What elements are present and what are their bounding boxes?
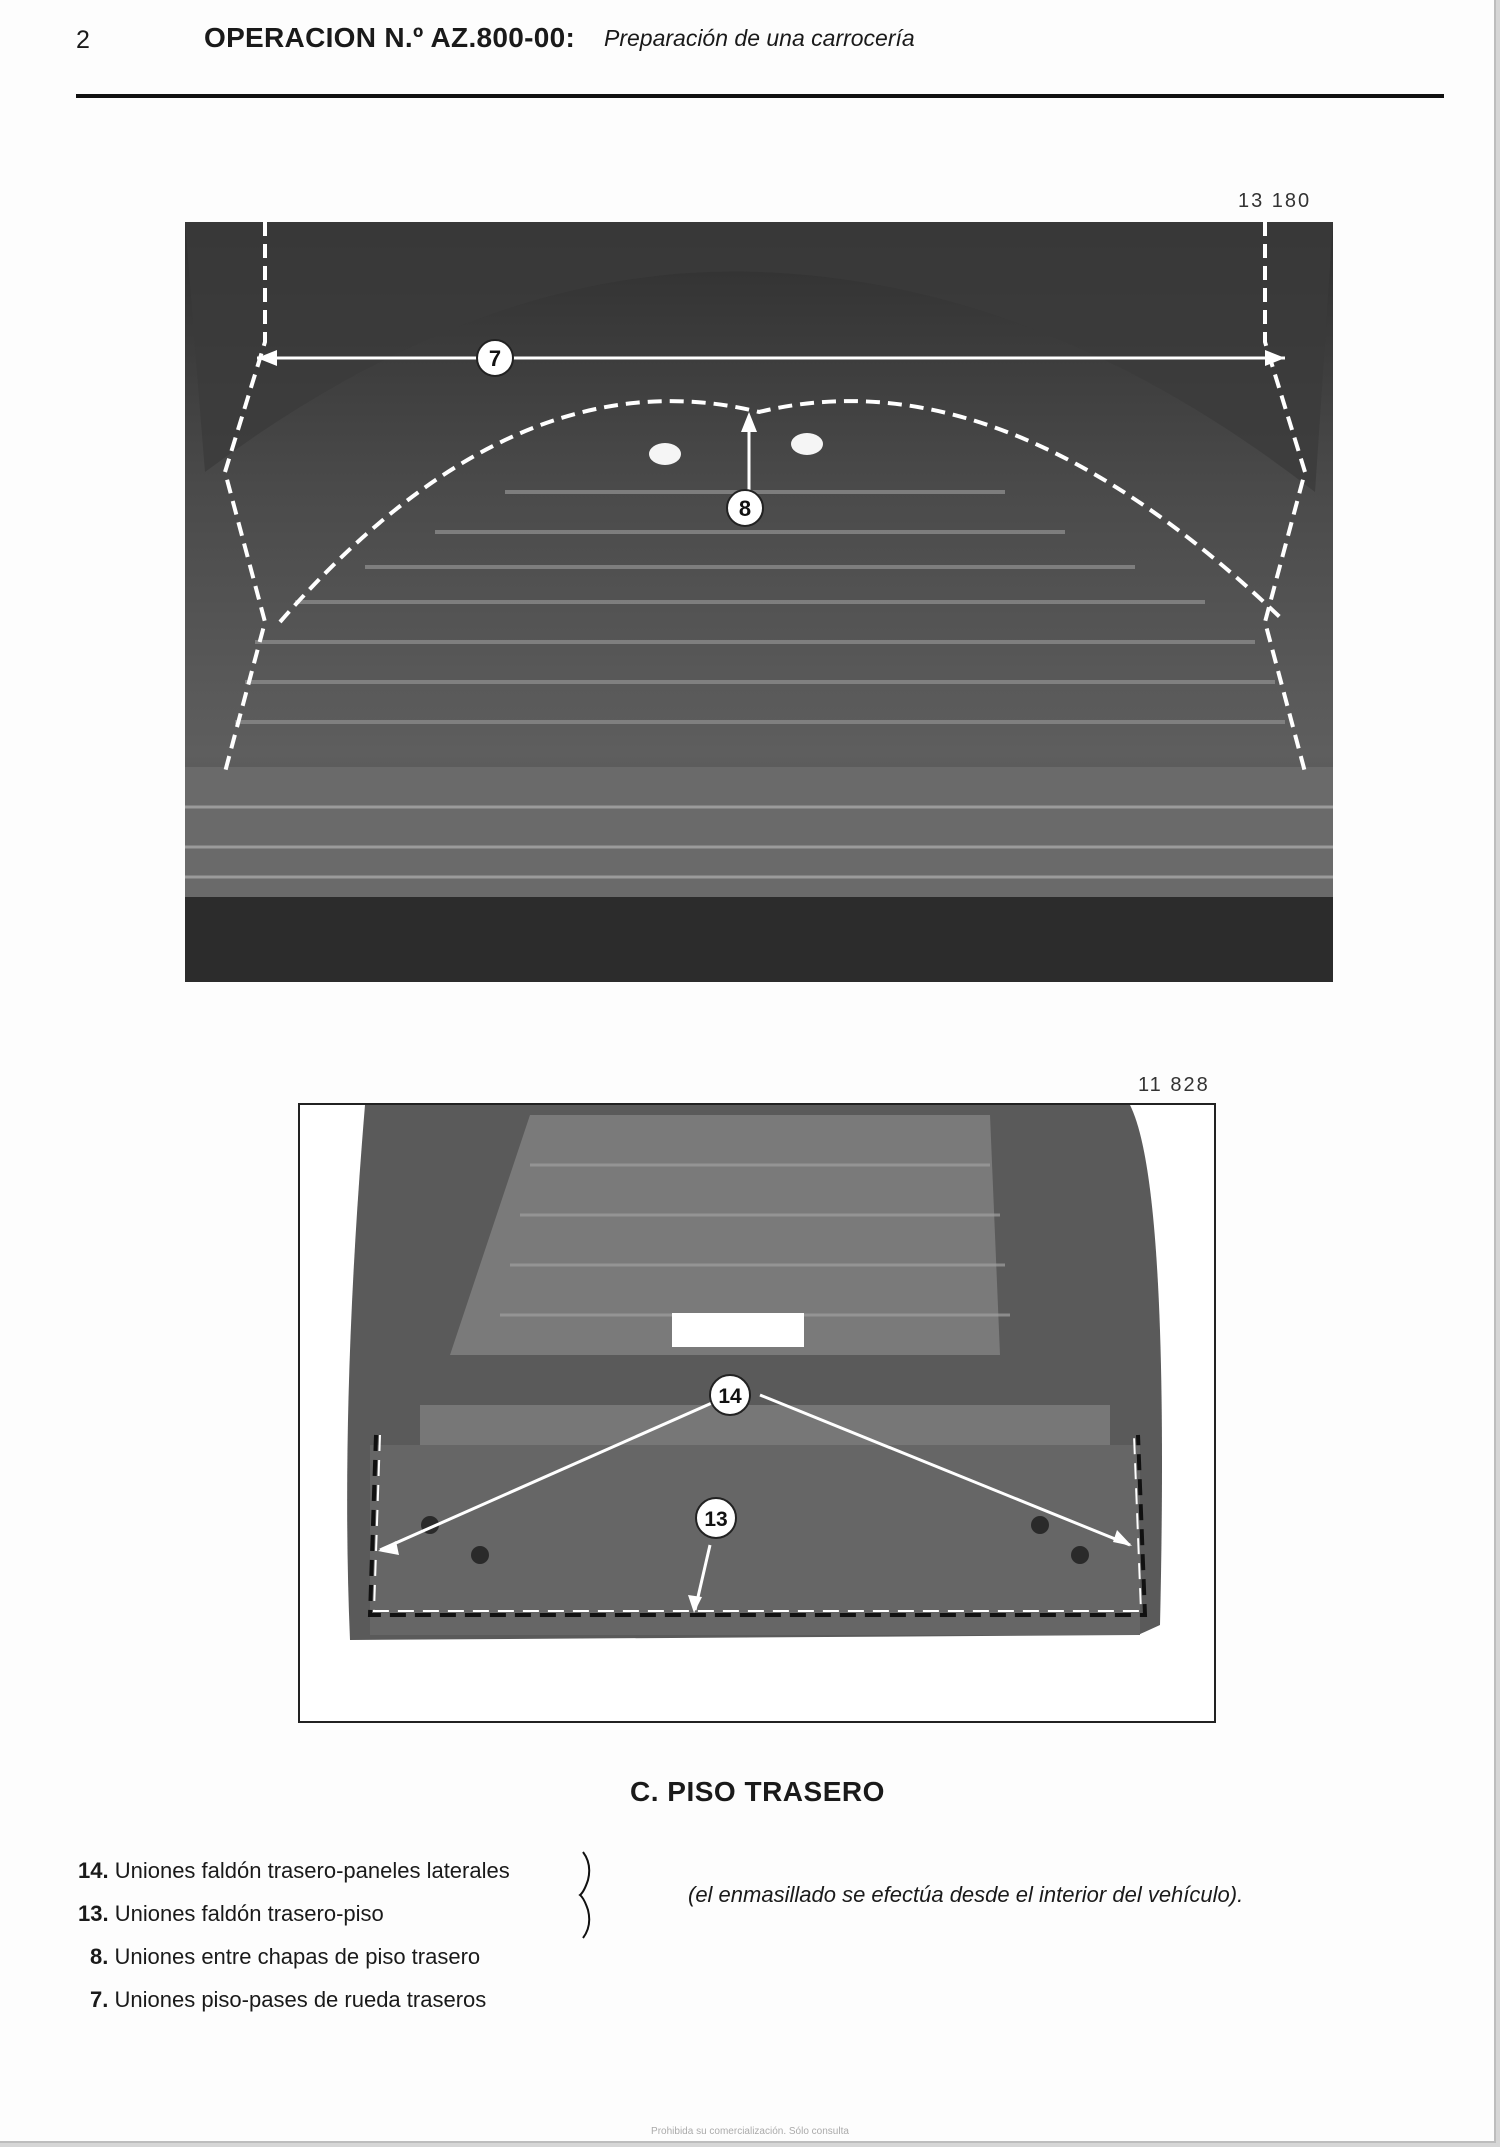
legend-number: 13.	[78, 1901, 109, 1926]
figure-1-reference: 13 180	[1238, 190, 1312, 212]
callout-8-label: 8	[738, 496, 752, 521]
callout-13-label: 13	[704, 1508, 728, 1531]
legend-item-13	[78, 1901, 384, 1927]
legend-text: Uniones piso-pases de rueda traseros	[114, 1987, 487, 2012]
legend-text: Uniones faldón trasero-paneles laterales	[114, 1858, 510, 1883]
legend-item-7	[90, 1987, 486, 2013]
legend-item-14	[78, 1858, 510, 1884]
figure-1-photo	[185, 222, 1333, 982]
rear-skirt-photo	[300, 1105, 1214, 1721]
legend-text: Uniones entre chapas de piso trasero	[114, 1944, 481, 1969]
callout-13	[696, 1498, 736, 1538]
callout-7-label: 7	[488, 346, 502, 371]
figure-2-frame	[298, 1103, 1216, 1723]
operation-subtitle: Preparación de una carrocería	[604, 25, 915, 51]
header-rule	[76, 94, 1444, 98]
operation-title: OPERACION N.º AZ.800-00:	[204, 22, 576, 53]
callout-7	[477, 340, 513, 376]
rear-floor-photo	[185, 222, 1333, 982]
masking-note: (el enmasillado se efectúa desde el interior del vehículo).	[688, 1882, 1244, 1907]
footer-watermark: Prohibida su comercialización. Sólo consulta	[651, 2126, 849, 2137]
callout-8	[727, 490, 763, 526]
brace-icon	[578, 1850, 598, 1940]
figure-2-reference: 11 828	[1138, 1074, 1210, 1096]
legend-number: 8.	[90, 1944, 109, 1969]
legend-number: 7.	[90, 1987, 109, 2012]
callout-14	[710, 1375, 750, 1415]
legend-text: Uniones faldón trasero-piso	[114, 1901, 384, 1926]
page-number: 2	[76, 26, 90, 54]
legend-item-8	[90, 1944, 480, 1970]
legend-number: 14.	[78, 1858, 109, 1883]
section-title: C. PISO TRASERO	[630, 1776, 885, 1807]
callout-14-label: 14	[718, 1385, 742, 1408]
